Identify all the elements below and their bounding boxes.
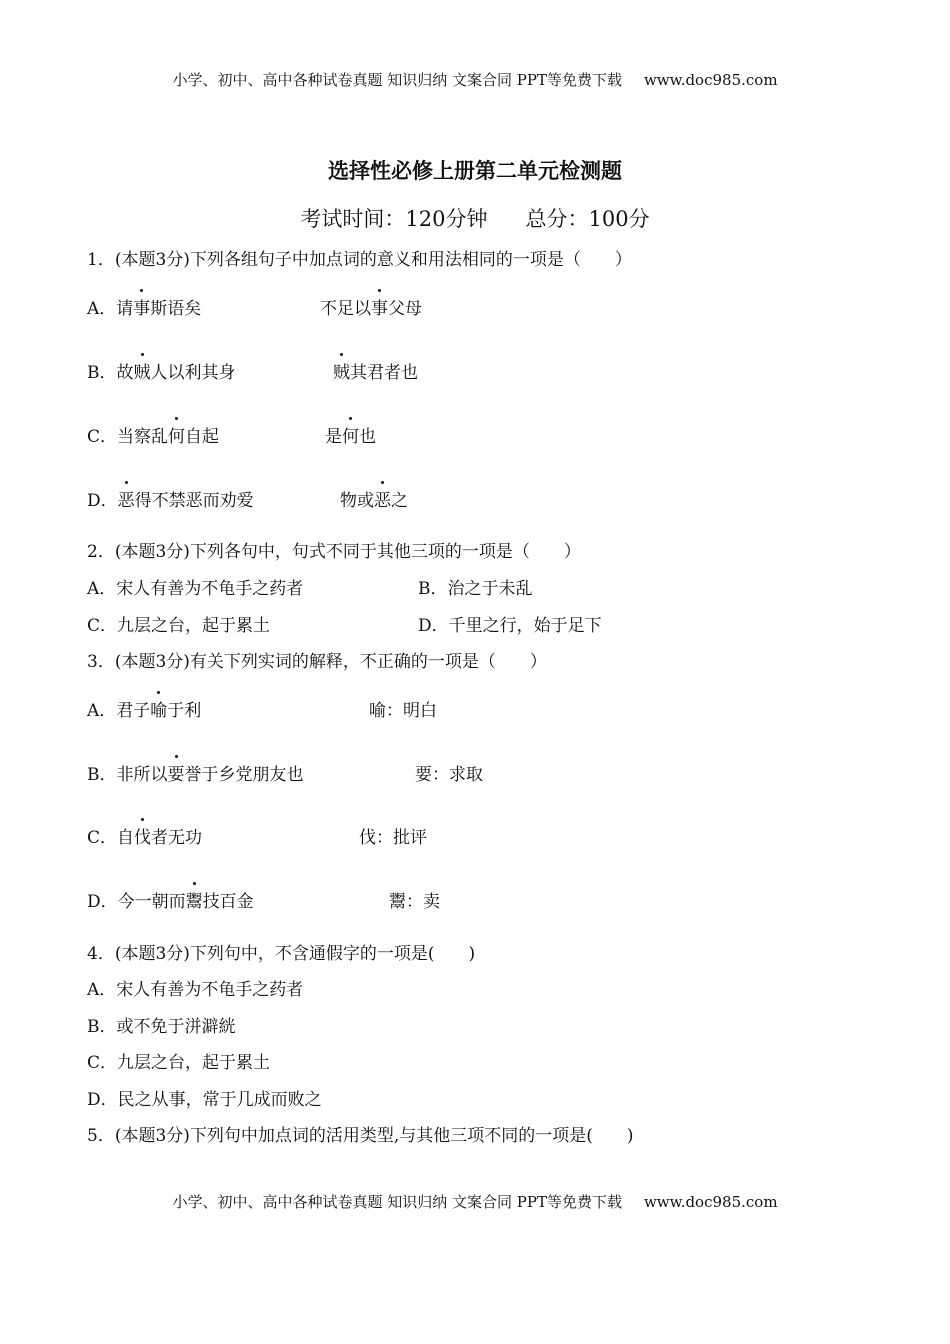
q1-option-c-second: 是何也 xyxy=(325,422,376,447)
q4-option-a: A．宋人有善为不龟手之药者 xyxy=(87,980,304,1000)
q4-option-d: D．民之从事，常于几成而败之 xyxy=(87,1090,322,1110)
footer-text: 小学、初中、高中各种试卷真题 知识归纳 文案合同 PPT等免费下载 xyxy=(172,1193,622,1211)
q2-option-b: B．治之于未乱 xyxy=(418,579,533,599)
emphasis-dot-word: 事 xyxy=(133,294,150,319)
q1-option-d-second: 物或恶之 xyxy=(340,486,408,511)
q2-option-a: A．宋人有善为不龟手之药者 xyxy=(87,579,304,599)
emphasis-dot-word: 恶 xyxy=(118,486,135,511)
header-text: 小学、初中、高中各种试卷真题 知识归纳 文案合同 PPT等免费下载 xyxy=(172,71,622,89)
header-site-link[interactable]: www.doc985.com xyxy=(643,71,778,89)
emphasis-dot-word: 何 xyxy=(342,422,359,447)
q1-option-a: A．请事斯语矣 xyxy=(87,294,201,319)
q3-option-d: D．今一朝而鬻技百金 xyxy=(87,887,254,912)
q4-stem: 4．(本题3分)下列句中，不含通假字的一项是( ) xyxy=(87,944,476,964)
q3-option-a: A．君子喻于利 xyxy=(87,696,201,721)
q2-stem: 2．(本题3分)下列各句中，句式不同于其他三项的一项是（ ） xyxy=(87,542,581,562)
exam-time: 考试时间：120分钟 xyxy=(300,207,488,231)
page-footer xyxy=(0,1191,950,1212)
q2-option-c: C．九层之台，起于累土 xyxy=(87,616,271,636)
emphasis-dot-word: 事 xyxy=(371,294,388,319)
emphasis-dot-word: 贼 xyxy=(333,358,350,383)
exam-subtitle xyxy=(0,203,950,233)
q2-option-d: D．千里之行，始于足下 xyxy=(418,616,602,636)
emphasis-dot-word: 何 xyxy=(168,422,185,447)
q3-option-c: C．自伐者无功 xyxy=(87,823,202,848)
q1-option-d: D．恶得不禁恶而劝爱 xyxy=(87,486,254,511)
q1-option-b-second: 贼其君者也 xyxy=(333,358,418,383)
total-score: 总分：100分 xyxy=(525,207,650,231)
q4-option-c: C．九层之台，起于累土 xyxy=(87,1053,271,1073)
page-header xyxy=(0,69,950,90)
q3-option-c-gloss: 伐：批评 xyxy=(359,828,427,848)
footer-site-link[interactable]: www.doc985.com xyxy=(643,1193,778,1211)
q1-option-a-second: 不足以事父母 xyxy=(320,294,422,319)
q5-stem: 5．(本题3分)下列句中加点词的活用类型,与其他三项不同的一项是( ) xyxy=(87,1126,634,1146)
emphasis-dot-word: 伐 xyxy=(134,823,151,848)
q3-option-a-gloss: 喻：明白 xyxy=(369,701,437,721)
q3-option-b-gloss: 要：求取 xyxy=(415,765,483,785)
q3-option-b: B．非所以要誉于乡党朋友也 xyxy=(87,760,304,785)
exam-title: 选择性必修上册第二单元检测题 xyxy=(328,159,622,183)
q3-option-d-gloss: 鬻：卖 xyxy=(389,892,440,912)
emphasis-dot-word: 要 xyxy=(168,760,185,785)
q3-stem: 3．(本题3分)有关下列实词的解释，不正确的一项是（ ） xyxy=(87,652,547,672)
q1-stem: 1．(本题3分)下列各组句子中加点词的意义和用法相同的一项是（ ） xyxy=(87,250,632,270)
q1-option-c: C．当察乱何自起 xyxy=(87,422,219,447)
q4-option-b: B．或不免于洴澼絖 xyxy=(87,1017,236,1037)
q1-option-b: B．故贼人以利其身 xyxy=(87,358,236,383)
emphasis-dot-word: 恶 xyxy=(374,486,391,511)
emphasis-dot-word: 鬻 xyxy=(186,887,203,912)
emphasis-dot-word: 贼 xyxy=(134,358,151,383)
emphasis-dot-word: 喻 xyxy=(150,696,167,721)
